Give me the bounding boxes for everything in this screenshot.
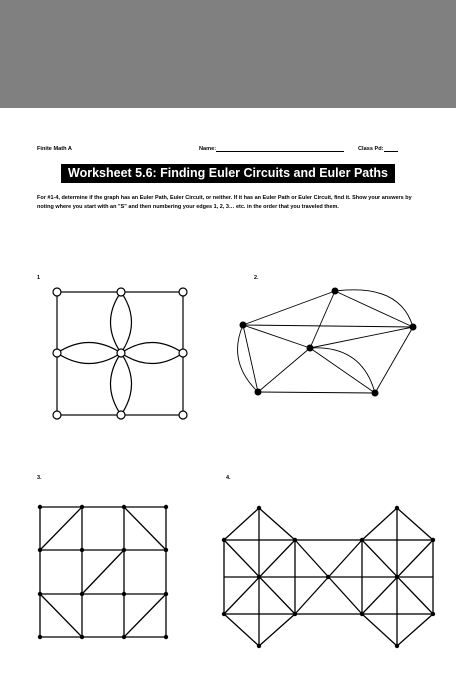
name-label: Name:: [199, 146, 217, 152]
problem-2-number: 2.: [254, 275, 259, 281]
problem-3-number: 3.: [37, 475, 42, 481]
worksheet-title: Worksheet 5.6: Finding Euler Circuits and Euler Paths: [61, 164, 395, 183]
problem-4-number: 4.: [226, 475, 231, 481]
problem-1-number: 1: [37, 275, 41, 281]
class-period-label: Class Pd:: [358, 146, 384, 152]
course-name: Finite Math A: [37, 146, 72, 152]
instructions: For #1-4, determine if the graph has an Euler Path, Euler Circuit, or neither. If it has an Euler Path or Euler Circuit, find it. Show your answers by noting where you start with an "S" and then numbering your edges 1, 2, 3… etc. in the order that you traveled them.: [37, 195, 412, 210]
